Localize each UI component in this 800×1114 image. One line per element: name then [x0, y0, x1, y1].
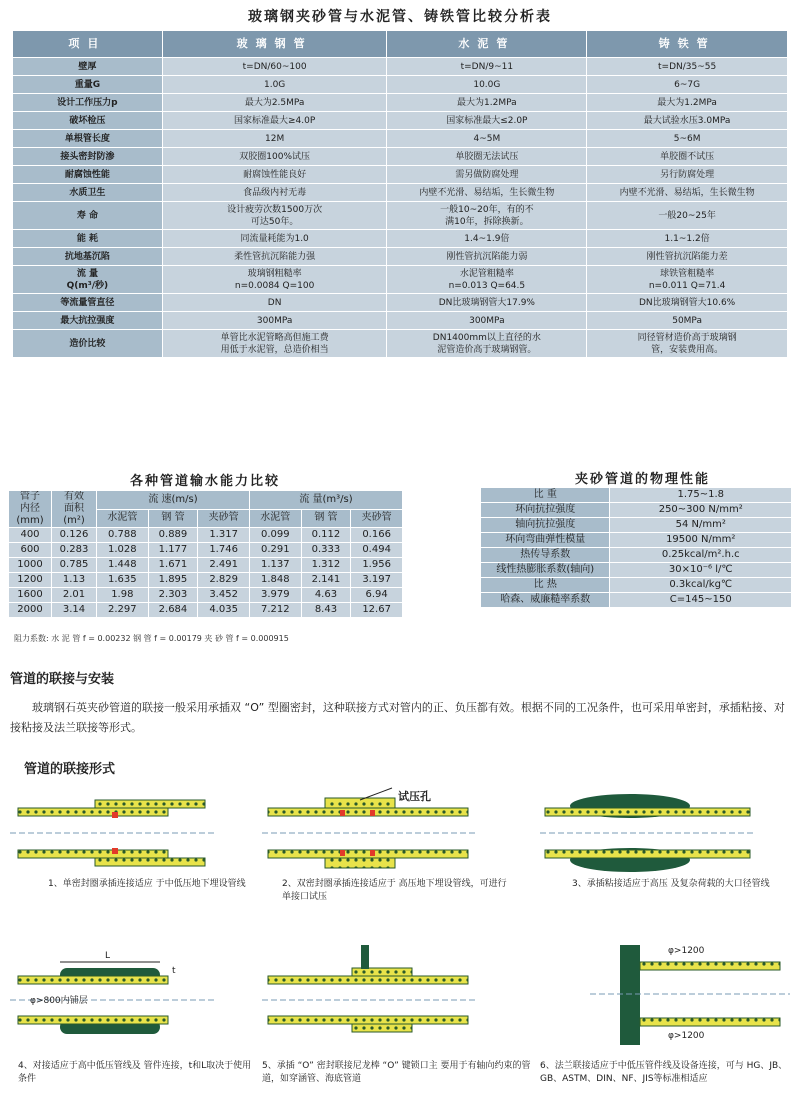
dim-label-t: t: [172, 966, 176, 976]
row-header: 哈森、威廉糙率系数: [481, 593, 610, 608]
table-cell: 0.3kcal/kg℃: [610, 578, 792, 593]
table-cell: 0.25kcal/m².h.c: [610, 548, 792, 563]
table-row: [13, 294, 788, 312]
caption-2: 2、双密封圈承插连接适应于 高压地下埋设管线，可进行单接口试压: [282, 879, 507, 902]
table-cell: 2.303: [148, 588, 198, 603]
row-header: 寿 命: [13, 202, 163, 230]
table-cell: 国家标准最大≤2.0P: [387, 112, 587, 130]
table-row: [9, 573, 403, 588]
table-cell: 设计疲劳次数1500万次 可达50年。: [162, 202, 387, 230]
dim-label-800: φ>800内铺层: [30, 996, 88, 1006]
table-cell: 0.333: [301, 543, 351, 558]
table-cell: 2.829: [198, 573, 250, 588]
row-header: 重量G: [13, 76, 163, 94]
table-row: [481, 548, 792, 563]
dim-label-L: L: [105, 951, 111, 961]
row-header: 轴向抗拉强度: [481, 518, 610, 533]
header-cell: 水泥管: [387, 31, 587, 58]
table-cell: 1.1~1.2倍: [587, 230, 788, 248]
table-cell: 2.297: [97, 603, 149, 618]
table-cell: 2.01: [52, 588, 97, 603]
row-header: 比 重: [481, 488, 610, 503]
table-cell: 2.491: [198, 558, 250, 573]
caption-4: 4、对接适应于高中低压管线及 管件连接，t和L取决于使用条件: [18, 1061, 252, 1084]
table-cell: 6~7G: [587, 76, 788, 94]
table-row: [13, 76, 788, 94]
physical-table: [480, 487, 792, 608]
pressure-hole-label: 试压孔: [398, 790, 431, 803]
table-row: [481, 578, 792, 593]
table-row: [9, 588, 403, 603]
table-cell: 0.788: [97, 528, 149, 543]
table-row: [13, 312, 788, 330]
header-cell: 管子 内径 (mm): [9, 491, 52, 528]
table-cell: 1.317: [198, 528, 250, 543]
row-header: 比 热: [481, 578, 610, 593]
table-cell: 19500 N/mm²: [610, 533, 792, 548]
table-cell: C=145~150: [610, 593, 792, 608]
table-cell: 耐腐蚀性能良好: [162, 166, 387, 184]
table-cell: 1.4~1.9倍: [387, 230, 587, 248]
row-header: 抗地基沉陷: [13, 248, 163, 266]
table-cell: 最大试验水压3.0MPa: [587, 112, 788, 130]
row-header: 热传导系数: [481, 548, 610, 563]
table-cell: 0.889: [148, 528, 198, 543]
row-header: 线性热膨胀系数(轴向): [481, 563, 610, 578]
table-cell: 300MPa: [162, 312, 387, 330]
joint-diagram-1: [10, 800, 215, 866]
table-row: [481, 488, 792, 503]
table-cell: 0.283: [52, 543, 97, 558]
row-header: 设计工作压力p: [13, 94, 163, 112]
dim-label-1200-top: φ>1200: [668, 946, 705, 956]
table-row: [13, 130, 788, 148]
table-cell: 单胶圈不试压: [587, 148, 788, 166]
table-cell: 0.785: [52, 558, 97, 573]
table-row: [13, 112, 788, 130]
table-cell: 0.494: [351, 543, 403, 558]
table-cell: 1.671: [148, 558, 198, 573]
table-cell: 1.0G: [162, 76, 387, 94]
table-row: [481, 518, 792, 533]
table-row: [13, 166, 788, 184]
row-header: 接头密封防渗: [13, 148, 163, 166]
table-cell: 内壁不光滑、易结垢，生长微生物: [587, 184, 788, 202]
forms-heading: 管道的联接形式: [24, 762, 116, 777]
table-cell: 柔性管抗沉陷能力强: [162, 248, 387, 266]
table-cell: 0.166: [351, 528, 403, 543]
table-cell: 同径管材造价高于玻璃钢 管，安装费用高。: [587, 330, 788, 358]
table-cell: DN比玻璃钢管大17.9%: [387, 294, 587, 312]
table-cell: 1.895: [148, 573, 198, 588]
table-cell: 1.028: [97, 543, 149, 558]
header-cell: 流 速(m/s): [97, 491, 250, 510]
table-cell: 1.98: [97, 588, 149, 603]
row-header: 水质卫生: [13, 184, 163, 202]
table-cell: 双胶圈100%试压: [162, 148, 387, 166]
header-cell: 铸铁管: [587, 31, 788, 58]
table-cell: 1.13: [52, 573, 97, 588]
row-header: 破坏检压: [13, 112, 163, 130]
table-cell: 需另做防腐处理: [387, 166, 587, 184]
table-cell: 1.746: [198, 543, 250, 558]
header-cell: 夹砂管: [198, 509, 250, 528]
table-cell: 1200: [9, 573, 52, 588]
table-cell: 最大为1.2MPa: [587, 94, 788, 112]
table-row: [9, 558, 403, 573]
table-cell: 1.75~1.8: [610, 488, 792, 503]
table-cell: 8.43: [301, 603, 351, 618]
table-header-row: [13, 31, 788, 58]
table-cell: 0.112: [301, 528, 351, 543]
table-cell: 1.312: [301, 558, 351, 573]
header-cell: 水泥管: [249, 509, 301, 528]
table-cell: 10.0G: [387, 76, 587, 94]
capacity-title: 各种管道输水能力比较: [130, 474, 281, 489]
table-cell: 刚性管抗沉陷能力弱: [387, 248, 587, 266]
dim-label-1200-bottom: φ>1200: [668, 1031, 705, 1041]
table-row: [481, 503, 792, 518]
table-cell: 单管比水泥管略高但施工费 用低于水泥管，总造价相当: [162, 330, 387, 358]
table-cell: DN比玻璃钢管大10.6%: [587, 294, 788, 312]
comparison-table: [12, 30, 788, 358]
table-row: [13, 58, 788, 76]
table-row: [13, 330, 788, 358]
row-header: 环向弯曲弹性模量: [481, 533, 610, 548]
table-cell: 1.177: [148, 543, 198, 558]
table-cell: 2.684: [148, 603, 198, 618]
table-cell: 3.452: [198, 588, 250, 603]
table-row: [13, 202, 788, 230]
table-row: [9, 528, 403, 543]
table-cell: 4~5M: [387, 130, 587, 148]
caption-6: 6、法兰联接适应于中低压管件线及设备连接，可与 HG、JB、GB、ASTM、DIN、NF、JIS等标准相适应: [540, 1061, 788, 1084]
header-cell: 钢 管: [148, 509, 198, 528]
row-header: 最大抗拉强度: [13, 312, 163, 330]
table-cell: 7.212: [249, 603, 301, 618]
table-cell: 0.291: [249, 543, 301, 558]
table-cell: 1.448: [97, 558, 149, 573]
caption-5: 5、承插 “O” 密封联接尼龙棒 “O” 键锁口主 要用于有轴向约束的管道，如穿涵管、海底管道: [262, 1061, 531, 1084]
header-cell: 项目: [13, 31, 163, 58]
table-cell: 2.141: [301, 573, 351, 588]
row-header: 能 耗: [13, 230, 163, 248]
table-cell: t=DN/60~100: [162, 58, 387, 76]
table-cell: t=DN/9~11: [387, 58, 587, 76]
table-cell: 1.848: [249, 573, 301, 588]
joint-diagram-3: [540, 794, 755, 872]
table-cell: 12.67: [351, 603, 403, 618]
table-cell: 3.197: [351, 573, 403, 588]
table-row: [13, 184, 788, 202]
table-cell: 单胶圈无法试压: [387, 148, 587, 166]
table-cell: 最大为1.2MPa: [387, 94, 587, 112]
table-cell: 0.126: [52, 528, 97, 543]
table-cell: 1.137: [249, 558, 301, 573]
table-cell: 50MPa: [587, 312, 788, 330]
install-paragraph: 玻璃钢石英夹砂管道的联接一般采用承插双 “O” 型圈密封，这种联接方式对管内的正、负压都有效。根据不同的工况条件，也可采用单密封，承插粘接、对接粘接及法兰联接等形式。: [10, 701, 785, 734]
table-row: [9, 603, 403, 618]
header-cell: 玻璃钢管: [162, 31, 387, 58]
table-cell: 1.635: [97, 573, 149, 588]
table-cell: DN: [162, 294, 387, 312]
table-cell: 4.63: [301, 588, 351, 603]
table-cell: 水泥管粗糙率 n=0.013 Q=64.5: [387, 266, 587, 294]
row-header: 流 量 Q(m³/秒): [13, 266, 163, 294]
row-header: 环向抗拉强度: [481, 503, 610, 518]
table-cell: 6.94: [351, 588, 403, 603]
table-row: [13, 230, 788, 248]
table-cell: 4.035: [198, 603, 250, 618]
table-cell: 另行防腐处理: [587, 166, 788, 184]
table-cell: 1600: [9, 588, 52, 603]
install-heading: 管道的联接与安装: [10, 672, 115, 687]
table-cell: 1000: [9, 558, 52, 573]
table-cell: 3.14: [52, 603, 97, 618]
table-cell: 内壁不光滑、易结垢，生长微生物: [387, 184, 587, 202]
header-cell: 钢 管: [301, 509, 351, 528]
table-cell: 一般20~25年: [587, 202, 788, 230]
table-row: [481, 533, 792, 548]
header-cell: 夹砂管: [351, 509, 403, 528]
row-header: 耐腐蚀性能: [13, 166, 163, 184]
table-cell: 同流量耗能为1.0: [162, 230, 387, 248]
page-title: 玻璃钢夹砂管与水泥管、铸铁管比较分析表: [248, 9, 552, 25]
table-row: [13, 248, 788, 266]
table-row: [13, 266, 788, 294]
header-cell: 水泥管: [97, 509, 149, 528]
row-header: 等流量管直径: [13, 294, 163, 312]
table-cell: 刚性管抗沉陷能力差: [587, 248, 788, 266]
table-row: [481, 593, 792, 608]
table-cell: 250~300 N/mm²: [610, 503, 792, 518]
table-cell: 5~6M: [587, 130, 788, 148]
physical-title: 夹砂管道的物理性能: [575, 472, 711, 487]
table-row: [481, 563, 792, 578]
table-cell: 300MPa: [387, 312, 587, 330]
joint-diagram-5: [262, 945, 475, 1032]
caption-3: 3、承插粘接适应于高压 及复杂荷载的大口径管线: [572, 879, 770, 889]
header-cell: 有效 面积 (m²): [52, 491, 97, 528]
capacity-table: [8, 490, 403, 618]
table-cell: 600: [9, 543, 52, 558]
joint-diagram-2: [262, 788, 475, 868]
table-cell: 12M: [162, 130, 387, 148]
table-cell: 3.979: [249, 588, 301, 603]
table-cell: 国家标准最大≥4.0P: [162, 112, 387, 130]
table-cell: 球铁管粗糙率 n=0.011 Q=71.4: [587, 266, 788, 294]
table-cell: 一般10~20年，有的不 满10年，拆除换新。: [387, 202, 587, 230]
table-row: [13, 148, 788, 166]
row-header: 造价比较: [13, 330, 163, 358]
table-cell: 0.099: [249, 528, 301, 543]
table-row: [13, 94, 788, 112]
table-cell: t=DN/35~55: [587, 58, 788, 76]
table-cell: 玻璃钢粗糙率 n=0.0084 Q=100: [162, 266, 387, 294]
table-cell: 30×10⁻⁶ l/℃: [610, 563, 792, 578]
table-cell: DN1400mm以上直径的水 泥管造价高于玻璃钢管。: [387, 330, 587, 358]
table-cell: 最大为2.5MPa: [162, 94, 387, 112]
table-row: [9, 543, 403, 558]
caption-1: 1、单密封圈承插连接适应 于中低压地下埋设管线: [48, 879, 246, 889]
row-header: 壁厚: [13, 58, 163, 76]
row-header: 单根管长度: [13, 130, 163, 148]
table-cell: 54 N/mm²: [610, 518, 792, 533]
resistance-note: 阻力系数: 水 泥 管 f = 0.00232 钢 管 f = 0.00179 夹 砂 管 f = 0.000915: [14, 634, 289, 643]
table-cell: 1.956: [351, 558, 403, 573]
header-cell: 流 量(m³/s): [249, 491, 402, 510]
table-cell: 2000: [9, 603, 52, 618]
table-cell: 食品级内衬无毒: [162, 184, 387, 202]
table-cell: 400: [9, 528, 52, 543]
